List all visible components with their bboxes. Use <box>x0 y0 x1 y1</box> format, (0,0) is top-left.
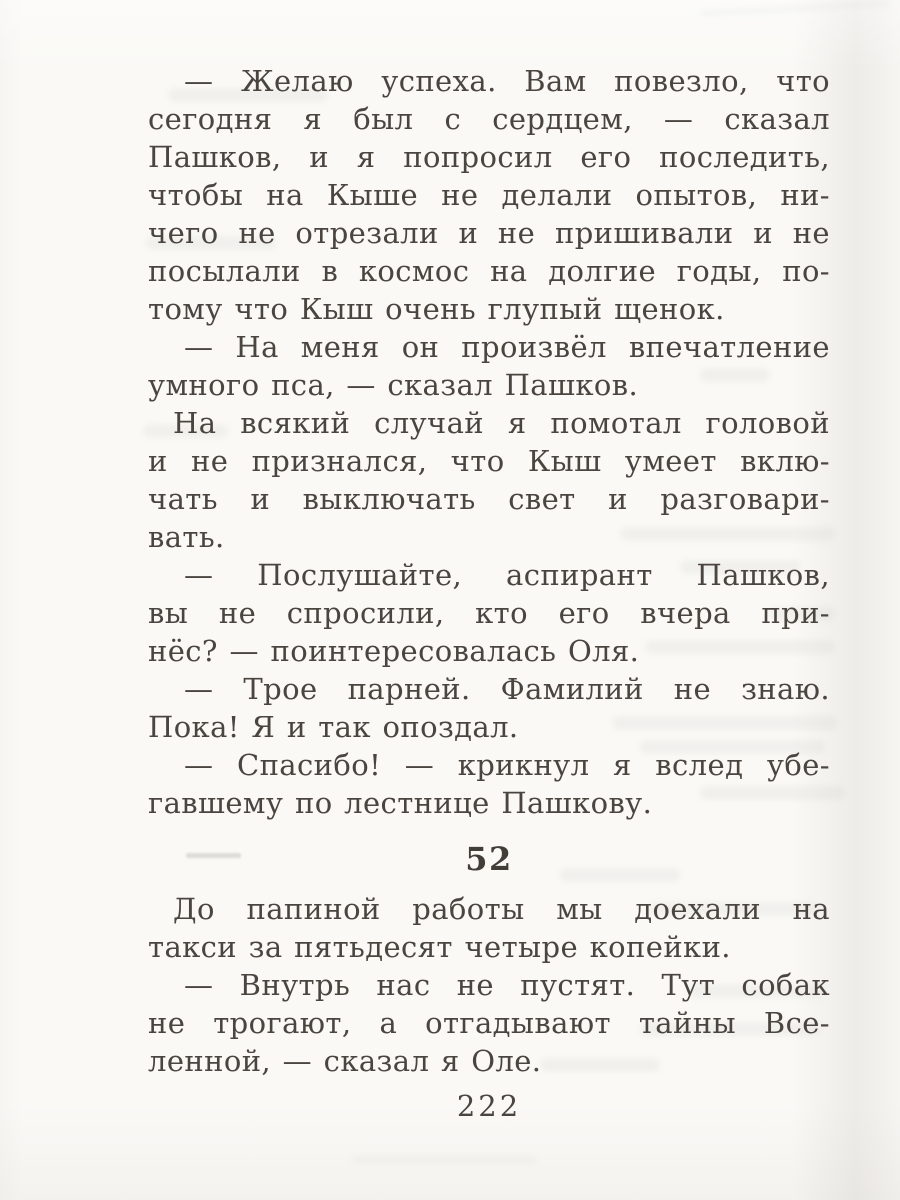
text-column <box>148 62 830 1080</box>
text-line: сегодня я был с сердцем, — сказал <box>148 102 830 136</box>
text-line: чтобы на Кыше не делали опытов, ни- <box>148 178 830 212</box>
text-line: вать. <box>148 520 225 554</box>
text-line: такси за пятьдесят четыре копейки. <box>148 930 731 964</box>
text-line: нёс? — поинтересовалась Оля. <box>148 634 640 668</box>
paragraph <box>148 328 830 404</box>
text-line: — Внутрь нас не пустят. Тут собак <box>184 968 830 1002</box>
paragraph <box>148 62 830 328</box>
text-line: — Спасибо! — крикнул я вслед убе- <box>184 748 830 782</box>
scan-scratch <box>700 1 890 16</box>
page-number: 222 <box>456 1089 522 1123</box>
text-line: не трогают, а отгадывают тайны Все- <box>148 1006 830 1040</box>
text-line: гавшему по лестнице Пашкову. <box>148 786 653 820</box>
paragraph <box>148 746 830 822</box>
text-line: Пока! Я и так опоздал. <box>148 710 519 744</box>
text-line: Пашков, и я попросил его последить, <box>148 140 830 174</box>
section-heading: 52 <box>465 840 513 878</box>
text-line: На всякий случай я помотал головой <box>173 406 830 440</box>
text-line: До папиной работы мы доехали на <box>173 892 830 926</box>
text-line: — Послушайте, аспирант Пашков, <box>184 558 830 592</box>
text-line: ленной, — сказал я Оле. <box>148 1044 542 1078</box>
paragraph <box>148 556 830 670</box>
text-line: посылали в космос на долгие годы, по- <box>148 254 830 288</box>
text-line: чего не отрезали и не пришивали и не <box>148 216 830 250</box>
text-line: и не признался, что Кыш умеет вклю- <box>148 444 830 478</box>
text-line: — Желаю успеха. Вам повезло, что <box>184 64 830 98</box>
text-line: тому что Кыш очень глупый щенок. <box>148 292 725 326</box>
paragraph <box>148 670 830 746</box>
paragraph <box>148 966 830 1080</box>
text-line: — На меня он произвёл впечатление <box>184 330 830 364</box>
paragraph <box>148 890 830 966</box>
paragraph <box>148 404 830 556</box>
text-line: чать и выключать свет и разговари- <box>148 482 830 516</box>
bleed-through-ghost <box>352 1156 537 1164</box>
text-line: — Трое парней. Фамилий не знаю. <box>184 672 830 706</box>
text-line: вы не спросили, кто его вчера при- <box>148 596 830 630</box>
text-line: умного пса, — сказал Пашков. <box>148 368 639 402</box>
